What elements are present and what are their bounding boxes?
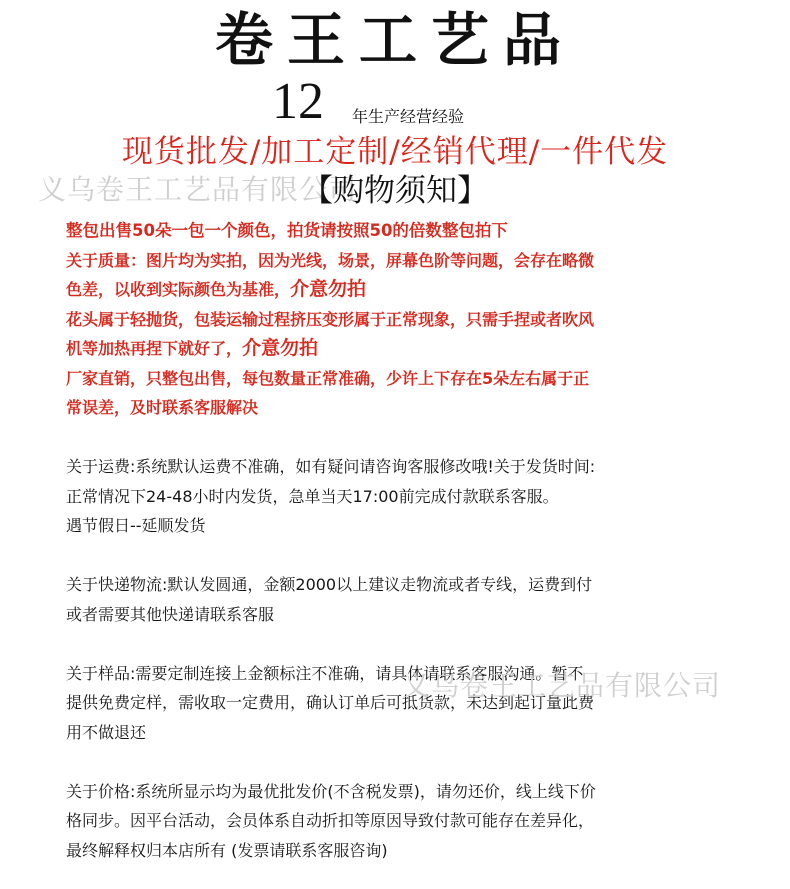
notice-title-text: 【购物须知】 [302,173,488,209]
flower-line-1: 花头属于轻抛货，包装运输过程挤压变形属于正常现象，只需手捏或者吹风 [66,309,595,329]
samples-line-1: 关于样品:需要定制连接上金额标注不准确，请具体请联系客服沟通。暂不 [66,663,584,683]
flower-line-2 [66,334,726,364]
samples-line-2: 提供免费定样，需收取一定费用，确认订单后可抵货款，未达到起订量此费 [66,693,595,712]
quality-line-2-text: 色差，以收到实际颜色为基准， [66,280,291,299]
brand-title: 卷王工艺品 [214,6,575,74]
factory-line-2: 常误差，及时联系客服解决 [66,398,259,417]
spacer [66,629,726,659]
quality-line-1: 关于质量：图片均为实拍，因为光线，场景，屏幕色阶等问题，会存在略微 [66,250,595,270]
quality-emphasis: 介意勿拍 [290,278,367,300]
price-line-3: 最终解释权归本店所有 (发票请联系客服咨询) [66,840,388,860]
express-line-1: 关于快递物流:默认发圆通，金额2000以上建议走物流或者专线，运费到付 [66,575,593,594]
business-slogan: 现货批发/加工定制/经销代理/一件代发 [121,134,669,170]
spacer [66,747,726,777]
pack-notice: 整包出售50朵一包一个颜色，拍货请按照50的倍数整包拍下 [66,221,508,240]
samples-line-3: 用不做退还 [66,722,147,742]
years-text: 年生产经营经验 [352,107,465,126]
watermark-middle: 义乌卷王工艺品有限公司 [402,669,722,702]
notice-content [66,216,726,865]
years-number: 12 [272,73,324,130]
price-line-1: 关于价格:系统所显示均为最优批发价(不含税发票)，请勿还价，线上线下价 [66,781,596,801]
flower-line-2-text: 机等加热再捏下就好了， [66,339,243,358]
notice-title [0,170,790,212]
spacer [66,541,726,571]
shipping-line-2: 正常情况下24-48小时内发货，急单当天17:00前完成付款联系客服。 [66,486,559,506]
watermark-top: 义乌卷王工艺品有限公司 [38,173,358,206]
price-line-2: 格同步。因平台活动，会员体系自动折扣等原因导致付款可能存在差异化， [66,811,595,830]
quality-line-2 [66,275,726,305]
spacer [66,423,726,453]
flower-emphasis: 介意勿拍 [242,337,319,359]
shipping-line-1: 关于运费:系统默认运费不准确，如有疑问请咨询客服修改哦!关于发货时间: [66,457,596,476]
shipping-line-3: 遇节假日--延顺发货 [66,516,206,535]
express-line-2: 或者需要其他快递请联系客服 [66,604,275,624]
factory-line-1: 厂家直销，只整包出售，每包数量正常准确，少许上下存在5朵左右属于正 [66,368,590,388]
